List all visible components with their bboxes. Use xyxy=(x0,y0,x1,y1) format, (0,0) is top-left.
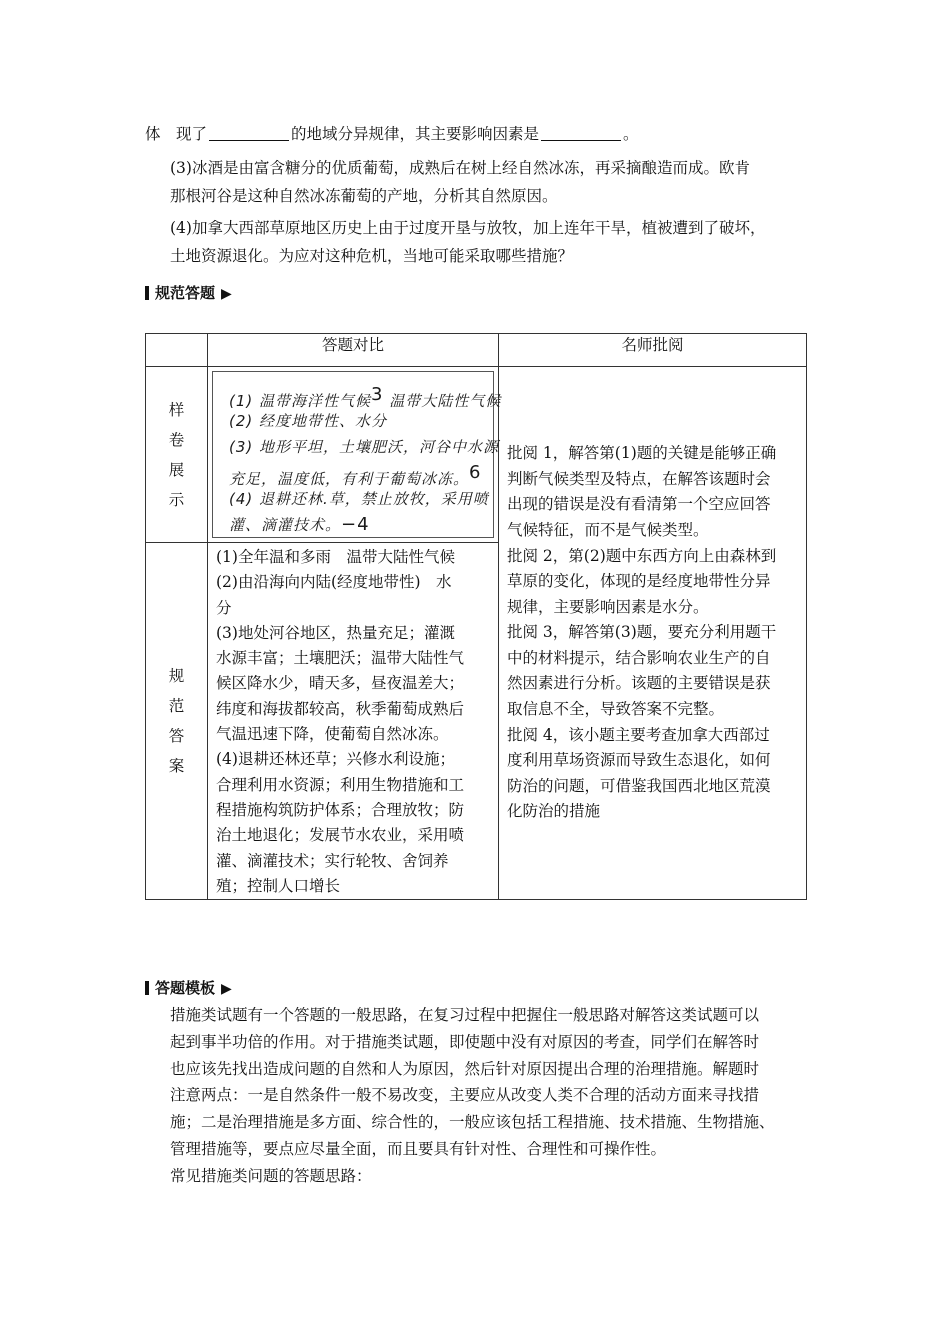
standard-answer-cell xyxy=(208,543,499,900)
question-text: 的地域分异规律，其主要影响因素是 xyxy=(291,125,540,143)
review-line: 批阅 4，该小题主要考查加拿大西部过 xyxy=(507,725,770,744)
standard-line: 殖；控制人口增长 xyxy=(216,876,341,895)
answer-blank xyxy=(541,126,621,141)
section-title: 答题模板 xyxy=(155,979,216,997)
score-mark: 6 xyxy=(469,462,482,483)
review-line: 然因素进行分析。该题的主要错误是获 xyxy=(507,674,771,693)
standard-line: (3)地处河谷地区，热量充足；灌溉 xyxy=(216,623,455,642)
review-line: 判断气候类型及特点，在解答该题时会 xyxy=(507,469,771,488)
section-title: 规范答题 xyxy=(155,284,216,302)
handwriting-text: 灌、滴灌技术。 xyxy=(229,516,342,534)
standard-line: (2)由沿海向内陆(经度地带性) 水 xyxy=(216,573,452,592)
triangle-right-icon: ▶ xyxy=(221,981,232,997)
score-mark: 3 xyxy=(371,384,384,405)
handwriting-line-5: (4) 退耕还林.草，禁止放牧，采用喷 xyxy=(229,490,489,508)
header-empty-cell xyxy=(146,334,208,367)
review-line: 防治的问题，可借鉴我国西北地区荒漠 xyxy=(507,776,771,795)
template-line: 注意两点：一是自然条件一般不易改变，主要应从改变人类不合理的活动方面来寻找措 xyxy=(170,1086,760,1105)
header-review: 名师批阅 xyxy=(499,334,807,367)
handwritten-sample-cell xyxy=(208,367,502,543)
standard-label xyxy=(146,543,208,900)
handwriting-line-6 xyxy=(229,514,370,535)
handwritten-sample-image xyxy=(212,371,502,538)
answer-blank xyxy=(209,126,289,141)
template-line: 施；二是治理措施是多方面、综合性的，一般应该包括工程措施、技术措施、生物措施、 xyxy=(170,1113,775,1132)
standard-line: 分 xyxy=(216,598,232,617)
header-compare: 答题对比 xyxy=(208,334,499,367)
template-line: 起到事半功倍的作用。对于措施类试题，即使题中没有对原因的考查，同学们在解答时 xyxy=(170,1032,760,1051)
standard-line: 气温迅速下降，使葡萄自然冰冻。 xyxy=(216,725,449,744)
handwriting-line-3: (3) 地形平坦，土壤肥沃，河谷中水源 xyxy=(229,438,500,456)
question-3-line-1: (3)冰酒是由富含糖分的优质葡萄，成熟后在树上经自然冰冻，再采摘酿造而成。欧肯 xyxy=(170,159,750,177)
handwriting-text: 充足，温度低，有利于葡萄冰冻。 xyxy=(229,470,470,488)
template-paragraph xyxy=(170,1002,815,1190)
standard-line: 水源丰富；土壤肥沃；温带大陆性气 xyxy=(216,649,465,668)
review-line: 出现的错误是没有看清第一个空应回答 xyxy=(507,495,771,514)
review-line: 批阅 3，解答第(3)题，要充分利用题干 xyxy=(507,623,777,642)
score-mark: −4 xyxy=(341,514,370,535)
review-line: 规律，主要影响因素是水分。 xyxy=(507,597,709,616)
triangle-right-icon: ▶ xyxy=(221,286,232,302)
section-bar-icon xyxy=(145,286,149,300)
template-last-line: 常见措施类问题的答题思路： xyxy=(170,1166,372,1185)
question-text: 。 xyxy=(623,125,639,143)
review-line: 批阅 2，第(2)题中东西方向上由森林到 xyxy=(507,546,777,565)
label-char: 展 xyxy=(168,460,185,479)
review-line: 气候特征，而不是气候类型。 xyxy=(507,520,709,539)
review-line: 化防治的措施 xyxy=(507,802,601,821)
standard-line: (1)全年温和多雨 温带大陆性气候 xyxy=(216,548,455,566)
section-answer-template xyxy=(145,978,232,998)
review-line: 度利用草场资源而导致生态退化，如何 xyxy=(507,751,771,770)
question-4-line-1: (4)加拿大西部草原地区历史上由于过度开垦与放牧，加上连年干旱，植被遭到了破坏， xyxy=(170,219,766,237)
review-line: 取信息不全，导致答案不完整。 xyxy=(507,700,725,719)
section-bar-icon xyxy=(145,981,149,995)
label-char: 范 xyxy=(168,697,185,716)
handwriting-text: 温带大陆性气候 xyxy=(389,392,502,410)
table-header-row xyxy=(146,334,807,367)
handwriting-line-4 xyxy=(229,462,481,489)
template-line: 管理措施等，要点应尽量全面，而且要具有针对性、合理性和可操作性。 xyxy=(170,1139,667,1158)
answer-comparison-table xyxy=(145,333,807,900)
label-char: 示 xyxy=(168,490,185,509)
question-line-1 xyxy=(145,123,639,145)
section-standard-answer xyxy=(145,283,232,303)
question-text: 体 现了 xyxy=(145,125,208,143)
label-char: 答 xyxy=(168,727,185,746)
standard-line: (4)退耕还林还草；兴修水利设施； xyxy=(216,750,455,769)
question-4-line-2: 土地资源退化。为应对这种危机，当地可能采取哪些措施？ xyxy=(170,247,574,265)
handwriting-line-2: (2) 经度地带性、水分 xyxy=(229,412,388,430)
label-char: 规 xyxy=(168,667,185,686)
standard-line: 合理利用水资源；利用生物措施和工 xyxy=(216,775,465,794)
review-line: 中的材料提示，结合影响农业生产的自 xyxy=(507,648,771,667)
standard-line: 灌、滴灌技术；实行轮牧、舍饲养 xyxy=(216,851,449,870)
label-char: 案 xyxy=(168,757,185,776)
handwriting-text: (1) 温带海洋性气候 xyxy=(229,392,372,410)
standard-line: 程措施构筑防护体系；合理放牧；防 xyxy=(216,800,465,819)
review-line: 批阅 1，解答第(1)题的关键是能够正确 xyxy=(507,444,777,463)
standard-line: 治土地退化；发展节水农业，采用喷 xyxy=(216,826,465,845)
handwriting-line-1 xyxy=(229,384,501,411)
teacher-review-cell xyxy=(499,367,807,900)
standard-line: 纬度和海拔都较高，秋季葡萄成熟后 xyxy=(216,699,465,718)
label-char: 卷 xyxy=(168,430,185,449)
review-line: 草原的变化，体现的是经度地带性分异 xyxy=(507,572,771,591)
template-line: 也应该先找出造成问题的自然和人为原因，然后针对原因提出合理的治理措施。解题时 xyxy=(170,1059,760,1078)
question-3-line-2: 那根河谷是这种自然冰冻葡萄的产地，分析其自然原因。 xyxy=(170,187,558,205)
sample-label xyxy=(146,367,208,543)
sample-row xyxy=(146,367,807,543)
standard-line: 候区降水少，晴天多，昼夜温差大； xyxy=(216,674,465,693)
template-line: 措施类试题有一个答题的一般思路，在复习过程中把握住一般思路对解答这类试题可以 xyxy=(170,1006,760,1024)
label-char: 样 xyxy=(168,400,185,419)
